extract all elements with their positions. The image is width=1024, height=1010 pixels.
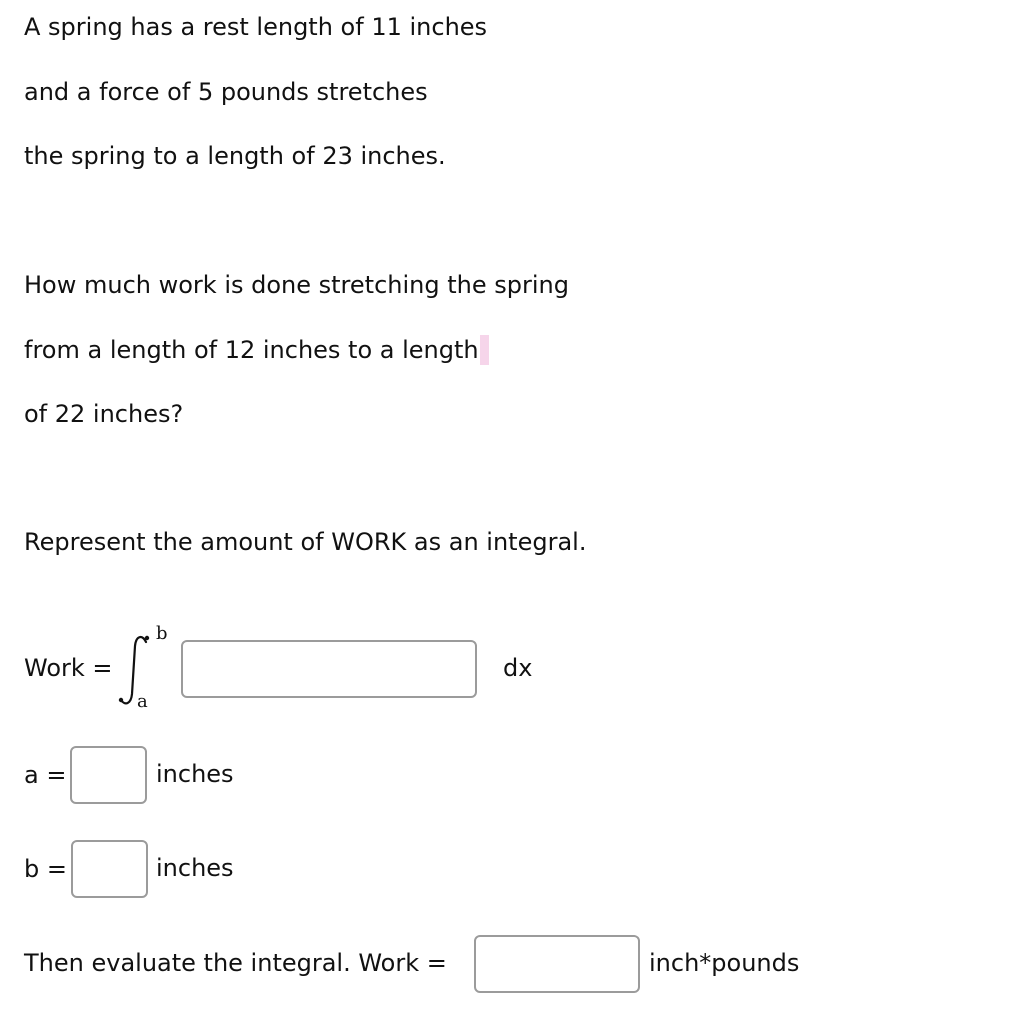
work-result-unit: inch*pounds bbox=[649, 949, 800, 977]
problem-line-3: the spring to a length of 23 inches. bbox=[24, 142, 446, 170]
work-label: Work = bbox=[24, 654, 113, 682]
lower-limit-unit: inches bbox=[156, 760, 234, 788]
upper-limit-label: b = bbox=[24, 855, 67, 883]
upper-limit-unit: inches bbox=[156, 854, 234, 882]
upper-limit: b bbox=[156, 623, 168, 644]
evaluate-label: Then evaluate the integral. Work = bbox=[24, 949, 447, 977]
lower-limit-label: a = bbox=[24, 761, 67, 789]
lower-limit: a bbox=[137, 691, 148, 712]
question-line-2: from a length of 12 inches to a length bbox=[24, 336, 479, 364]
dx-label: dx bbox=[503, 654, 533, 682]
problem-line-1: A spring has a rest length of 11 inches bbox=[24, 13, 488, 41]
question-line-1: How much work is done stretching the spring bbox=[24, 271, 569, 299]
problem-line-2: and a force of 5 pounds stretches bbox=[24, 78, 428, 106]
lower-limit-input[interactable] bbox=[70, 746, 147, 804]
integrand-input[interactable] bbox=[181, 640, 477, 698]
work-result-input[interactable] bbox=[474, 935, 640, 993]
question-line-3: of 22 inches? bbox=[24, 400, 184, 428]
question-line-2-wrap bbox=[24, 335, 489, 365]
text-highlight bbox=[480, 335, 489, 365]
upper-limit-input[interactable] bbox=[71, 840, 148, 898]
instruction-line: Represent the amount of WORK as an integral. bbox=[24, 528, 587, 556]
